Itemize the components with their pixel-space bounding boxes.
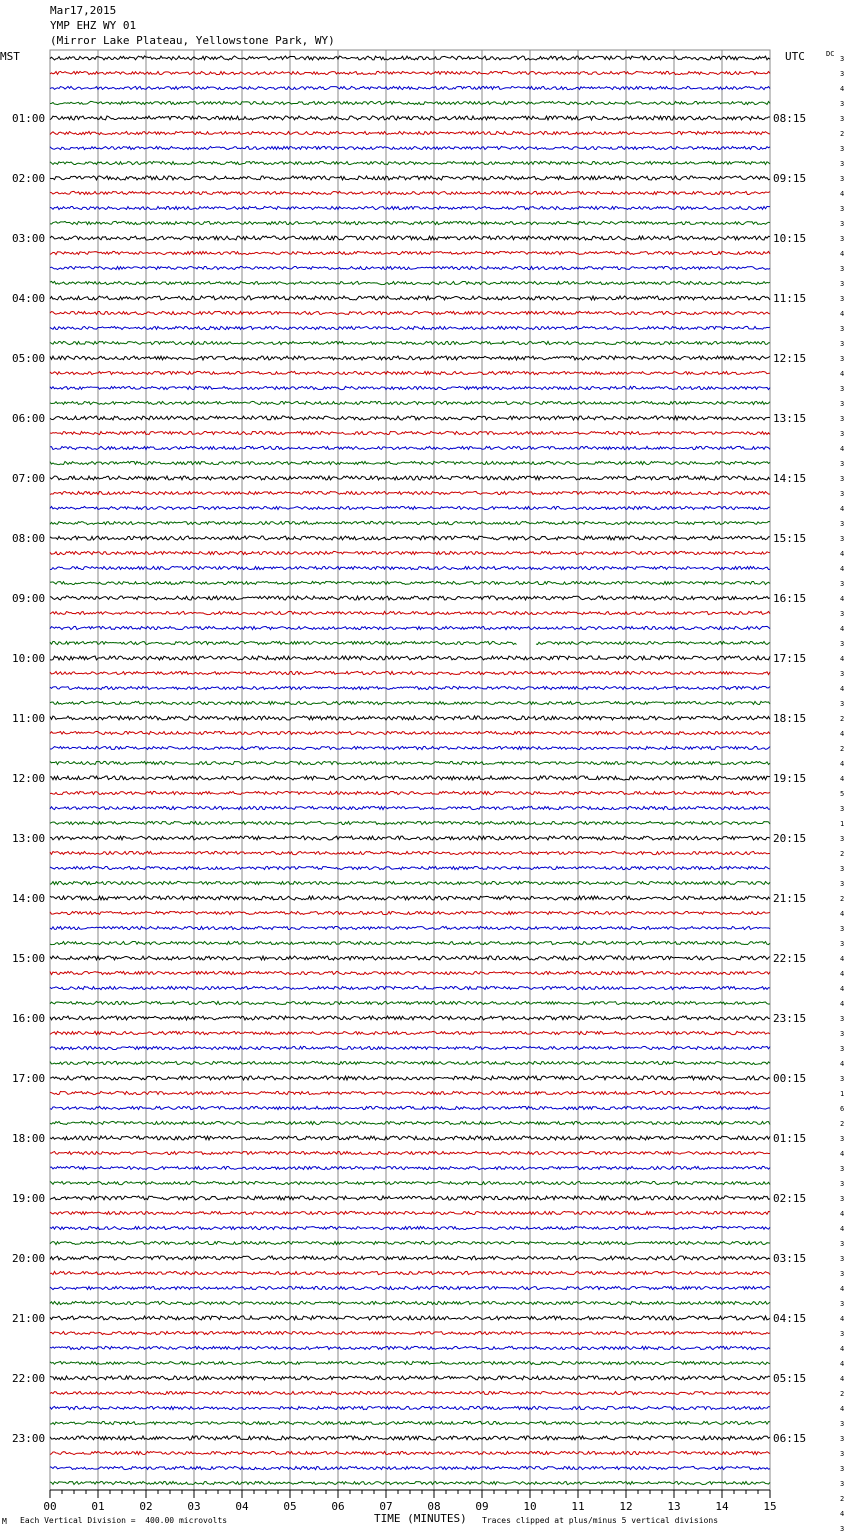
dc-value: 3 [840, 1525, 845, 1533]
trace-line [50, 176, 770, 180]
dc-value: 3 [840, 580, 845, 588]
trace-line [50, 896, 770, 900]
left-hour-label: 02:00 [12, 172, 46, 185]
trace-line [50, 191, 770, 194]
trace-line [50, 56, 770, 60]
left-hour-label: 23:00 [12, 1432, 46, 1445]
left-hour-label: 17:00 [12, 1072, 46, 1085]
left-timezone-label: MST [0, 50, 20, 63]
dc-value: 4 [840, 370, 845, 378]
trace-line [50, 971, 770, 974]
dc-value: 2 [840, 745, 845, 753]
trace-line [50, 1466, 770, 1469]
dc-value: 4 [840, 1285, 845, 1293]
trace-line [50, 116, 770, 120]
left-hour-label: 07:00 [12, 472, 46, 485]
left-hour-label: 13:00 [12, 832, 46, 845]
trace-line [50, 281, 770, 284]
left-hour-label: 16:00 [12, 1012, 46, 1025]
dc-value: 4 [840, 85, 845, 93]
dc-value: 4 [840, 775, 845, 783]
x-tick-label: 05 [283, 1500, 297, 1513]
trace-line [50, 1046, 770, 1049]
dc-value: 4 [840, 1510, 845, 1518]
dc-value: 2 [840, 1390, 845, 1398]
trace-line [50, 386, 770, 389]
trace-line [50, 881, 770, 884]
dc-value: 3 [840, 610, 845, 618]
dc-value: 3 [840, 1195, 845, 1203]
dc-value: 3 [840, 205, 845, 213]
trace-line [50, 1256, 770, 1260]
trace-line [50, 1361, 770, 1364]
trace-line [50, 416, 770, 420]
dc-value: 4 [840, 685, 845, 693]
dc-value: 4 [840, 310, 845, 318]
trace-line [50, 1286, 770, 1289]
trace-line [50, 1151, 770, 1154]
dc-value: 4 [840, 760, 845, 768]
x-tick-label: 11 [571, 1500, 585, 1513]
dc-value: 4 [840, 190, 845, 198]
trace-line [50, 776, 770, 780]
dc-value: 3 [840, 520, 845, 528]
dc-value: 4 [840, 1060, 845, 1068]
dc-value: 4 [840, 1000, 845, 1008]
dc-value: 3 [840, 1075, 845, 1083]
dc-value: 3 [840, 865, 845, 873]
dc-value: 3 [840, 1300, 845, 1308]
trace-line [50, 986, 770, 989]
x-axis [43, 1490, 776, 1513]
trace-line [50, 1181, 770, 1184]
trace-line [50, 1436, 770, 1440]
right-hour-label: 10:15 [773, 232, 807, 245]
dc-value: 3 [840, 100, 845, 108]
dc-value: 3 [840, 415, 845, 423]
trace-line [50, 626, 770, 629]
dc-value: 2 [840, 895, 845, 903]
trace-line [50, 371, 770, 374]
left-hour-label: 11:00 [12, 712, 46, 725]
trace-line [50, 461, 770, 464]
x-axis-title: TIME (MINUTES) [374, 1512, 467, 1525]
trace-line [50, 656, 770, 660]
trace-line [50, 431, 770, 434]
dc-value: 3 [840, 70, 845, 78]
right-hour-label: 06:15 [773, 1432, 807, 1445]
dc-value: 3 [840, 880, 845, 888]
dc-value: 4 [840, 910, 845, 918]
trace-line [50, 86, 770, 89]
trace-line [50, 1121, 770, 1124]
dc-value: 3 [840, 490, 845, 498]
trace-line [50, 566, 770, 569]
left-hour-label: 15:00 [12, 952, 46, 965]
dc-value: 4 [840, 1405, 845, 1413]
dc-value: 2 [840, 715, 845, 723]
trace-line [50, 911, 770, 914]
dc-value: 3 [840, 340, 845, 348]
dc-value: 4 [840, 970, 845, 978]
header-station: YMP EHZ WY 01 [50, 19, 137, 32]
trace-line [50, 221, 770, 224]
trace-line [50, 1031, 770, 1034]
dc-value: 4 [840, 1225, 845, 1233]
trace-line [50, 851, 770, 854]
trace-line [50, 1301, 770, 1304]
trace-line [50, 71, 770, 74]
left-hour-label: 01:00 [12, 112, 46, 125]
dc-value: 4 [840, 445, 845, 453]
trace-line [50, 521, 770, 524]
trace-line [50, 1136, 770, 1140]
right-hour-label: 21:15 [773, 892, 807, 905]
dc-value: 3 [840, 1240, 845, 1248]
left-hour-label: 19:00 [12, 1192, 46, 1205]
dc-value: 3 [840, 460, 845, 468]
trace-line [50, 356, 770, 360]
corner-mark: M [2, 1517, 7, 1526]
dc-value: 3 [840, 805, 845, 813]
dc-value: 3 [840, 55, 845, 63]
right-hour-label: 20:15 [773, 832, 807, 845]
dc-value: 2 [840, 130, 845, 138]
dc-value: 3 [840, 1480, 845, 1488]
trace-line [50, 401, 770, 404]
trace-line [50, 731, 770, 734]
dc-value: 3 [840, 355, 845, 363]
dc-value: 4 [840, 250, 845, 258]
trace-line [50, 341, 770, 344]
trace-line [50, 1346, 770, 1349]
trace-line [50, 1481, 770, 1484]
dc-value: 3 [840, 280, 845, 288]
trace-line [50, 701, 770, 704]
x-tick-label: 04 [235, 1500, 249, 1513]
right-hour-label: 17:15 [773, 652, 807, 665]
dc-value: 3 [840, 835, 845, 843]
trace-line [50, 506, 770, 509]
right-hour-label: 08:15 [773, 112, 807, 125]
right-hour-label: 03:15 [773, 1252, 807, 1265]
trace-line [50, 956, 770, 960]
right-hour-label: 01:15 [773, 1132, 807, 1145]
left-hour-label: 14:00 [12, 892, 46, 905]
x-tick-label: 01 [91, 1500, 105, 1513]
dc-value: 4 [840, 1210, 845, 1218]
dc-value: 4 [840, 985, 845, 993]
trace-line [50, 821, 770, 824]
dc-value: 3 [840, 175, 845, 183]
left-hour-label: 21:00 [12, 1312, 46, 1325]
clip-note: Traces clipped at plus/minus 5 vertical divisions [482, 1516, 719, 1525]
trace-line [50, 1406, 770, 1409]
dc-value: 3 [840, 670, 845, 678]
dc-value: 1 [840, 1090, 845, 1098]
right-hour-label: 05:15 [773, 1372, 807, 1385]
trace-line [50, 311, 770, 314]
dc-value: 3 [840, 325, 845, 333]
x-tick-label: 13 [667, 1500, 681, 1513]
trace-line [50, 866, 770, 869]
right-hour-label: 13:15 [773, 412, 807, 425]
trace-line [50, 1001, 770, 1004]
x-tick-label: 08 [427, 1500, 441, 1513]
right-hour-label: 11:15 [773, 292, 807, 305]
dc-value: 3 [840, 940, 845, 948]
trace-line [50, 476, 770, 480]
trace-line [50, 1076, 770, 1080]
dc-value: 3 [840, 400, 845, 408]
right-hour-label: 19:15 [773, 772, 807, 785]
dc-value: 4 [840, 1360, 845, 1368]
right-hour-label: 18:15 [773, 712, 807, 725]
trace-line [50, 671, 770, 674]
trace-line [50, 1271, 770, 1274]
trace-line [50, 536, 770, 540]
dc-value: 1 [840, 820, 845, 828]
trace-line [50, 1316, 770, 1320]
dc-value: 3 [840, 1450, 845, 1458]
trace-line [50, 161, 770, 164]
right-hour-label: 16:15 [773, 592, 807, 605]
dc-value: 3 [840, 1255, 845, 1263]
dc-value: 3 [840, 700, 845, 708]
right-hour-label: 02:15 [773, 1192, 807, 1205]
trace-line [50, 746, 770, 749]
trace-line [50, 1241, 770, 1244]
trace-line [50, 446, 770, 449]
dc-value: 3 [840, 430, 845, 438]
scale-note: Each Vertical Division = 400.00 microvolts [20, 1516, 228, 1525]
left-hour-label: 20:00 [12, 1252, 46, 1265]
x-tick-label: 00 [43, 1500, 57, 1513]
trace-line [50, 146, 770, 149]
dc-value: 6 [840, 1105, 845, 1113]
dc-value: 4 [840, 655, 845, 663]
dc-value: 3 [840, 640, 845, 648]
left-hour-label: 09:00 [12, 592, 46, 605]
trace-line [50, 1166, 770, 1169]
trace-line [50, 266, 770, 269]
dc-value: 3 [840, 115, 845, 123]
trace-line [50, 131, 770, 134]
right-hour-label: 09:15 [773, 172, 807, 185]
trace-line [50, 551, 770, 554]
trace-line [50, 206, 770, 209]
dc-value: 4 [840, 1315, 845, 1323]
dc-value: 4 [840, 505, 845, 513]
trace-line [50, 761, 770, 764]
dc-value: 4 [840, 730, 845, 738]
trace-line [50, 686, 770, 689]
trace-line [50, 1391, 770, 1394]
trace-line [50, 596, 770, 600]
right-hour-label: 00:15 [773, 1072, 807, 1085]
trace-line [50, 641, 770, 644]
x-tick-label: 06 [331, 1500, 345, 1513]
trace-line [50, 1331, 770, 1334]
dc-value: 3 [840, 265, 845, 273]
dc-value: 2 [840, 1120, 845, 1128]
trace-line [50, 326, 770, 329]
left-hour-label: 04:00 [12, 292, 46, 305]
dc-value: 4 [840, 1375, 845, 1383]
trace-line [50, 1211, 770, 1214]
trace-line [50, 1016, 770, 1020]
right-timezone-label: UTC [785, 50, 805, 63]
trace-line [50, 836, 770, 840]
x-tick-label: 03 [187, 1500, 201, 1513]
dc-value: 3 [840, 295, 845, 303]
dc-value: 5 [840, 790, 845, 798]
trace-line [50, 716, 770, 720]
dc-value: 4 [840, 625, 845, 633]
trace-line [50, 491, 770, 494]
x-tick-label: 09 [475, 1500, 489, 1513]
trace-line [50, 1091, 770, 1094]
right-hour-label: 12:15 [773, 352, 807, 365]
left-hour-label: 03:00 [12, 232, 46, 245]
header-date: Mar17,2015 [50, 4, 117, 17]
dc-value: 3 [840, 1135, 845, 1143]
trace-line [50, 941, 770, 944]
dc-value: 3 [840, 1330, 845, 1338]
right-hour-label: 15:15 [773, 532, 807, 545]
dc-value: 3 [840, 1465, 845, 1473]
dc-value: 3 [840, 535, 845, 543]
left-hour-label: 18:00 [12, 1132, 46, 1145]
trace-line [50, 581, 770, 584]
dc-value: 3 [840, 235, 845, 243]
dc-value: 3 [840, 1435, 845, 1443]
dc-value: 3 [840, 1015, 845, 1023]
dc-value: 3 [840, 475, 845, 483]
right-hour-label: 23:15 [773, 1012, 807, 1025]
trace-line [50, 791, 770, 794]
left-hour-label: 22:00 [12, 1372, 46, 1385]
dc-value: 4 [840, 1150, 845, 1158]
header-location: (Mirror Lake Plateau, Yellowstone Park, WY) [50, 34, 335, 47]
dc-value: 3 [840, 220, 845, 228]
right-hour-label: 04:15 [773, 1312, 807, 1325]
dc-value: 4 [840, 550, 845, 558]
dc-label: DC [826, 50, 835, 58]
x-tick-label: 15 [763, 1500, 777, 1513]
dc-value: 2 [840, 1495, 845, 1503]
right-hour-label: 14:15 [773, 472, 807, 485]
trace-line [50, 1106, 770, 1109]
seismic-traces [50, 56, 770, 1485]
trace-line [50, 806, 770, 809]
dc-value: 4 [840, 565, 845, 573]
x-tick-label: 10 [523, 1500, 537, 1513]
dc-value: 4 [840, 955, 845, 963]
trace-line [50, 236, 770, 240]
trace-line [50, 926, 770, 929]
x-tick-label: 12 [619, 1500, 633, 1513]
x-tick-label: 14 [715, 1500, 729, 1513]
dc-value: 2 [840, 850, 845, 858]
left-hour-label: 12:00 [12, 772, 46, 785]
dc-value: 3 [840, 145, 845, 153]
left-hour-label: 06:00 [12, 412, 46, 425]
trace-line [50, 1376, 770, 1380]
x-tick-label: 02 [139, 1500, 153, 1513]
dc-value: 3 [840, 1420, 845, 1428]
x-tick-label: 07 [379, 1500, 393, 1513]
dc-value: 3 [840, 1270, 845, 1278]
trace-line [50, 1421, 770, 1424]
dc-value: 3 [840, 1180, 845, 1188]
dc-value: 3 [840, 385, 845, 393]
trace-line [50, 296, 770, 300]
right-hour-label: 22:15 [773, 952, 807, 965]
dc-value: 3 [840, 1045, 845, 1053]
trace-line [50, 101, 770, 104]
trace-line [50, 1451, 770, 1454]
dc-value: 3 [840, 160, 845, 168]
dc-value: 3 [840, 1030, 845, 1038]
trace-line [50, 1226, 770, 1229]
trace-line [50, 1061, 770, 1064]
left-hour-label: 05:00 [12, 352, 46, 365]
trace-line [50, 1196, 770, 1200]
left-hour-label: 10:00 [12, 652, 46, 665]
dc-value: 4 [840, 1345, 845, 1353]
dc-value: 3 [840, 1165, 845, 1173]
trace-line [50, 611, 770, 614]
dc-value: 4 [840, 595, 845, 603]
left-hour-label: 08:00 [12, 532, 46, 545]
trace-line [50, 251, 770, 254]
dc-value: 3 [840, 925, 845, 933]
